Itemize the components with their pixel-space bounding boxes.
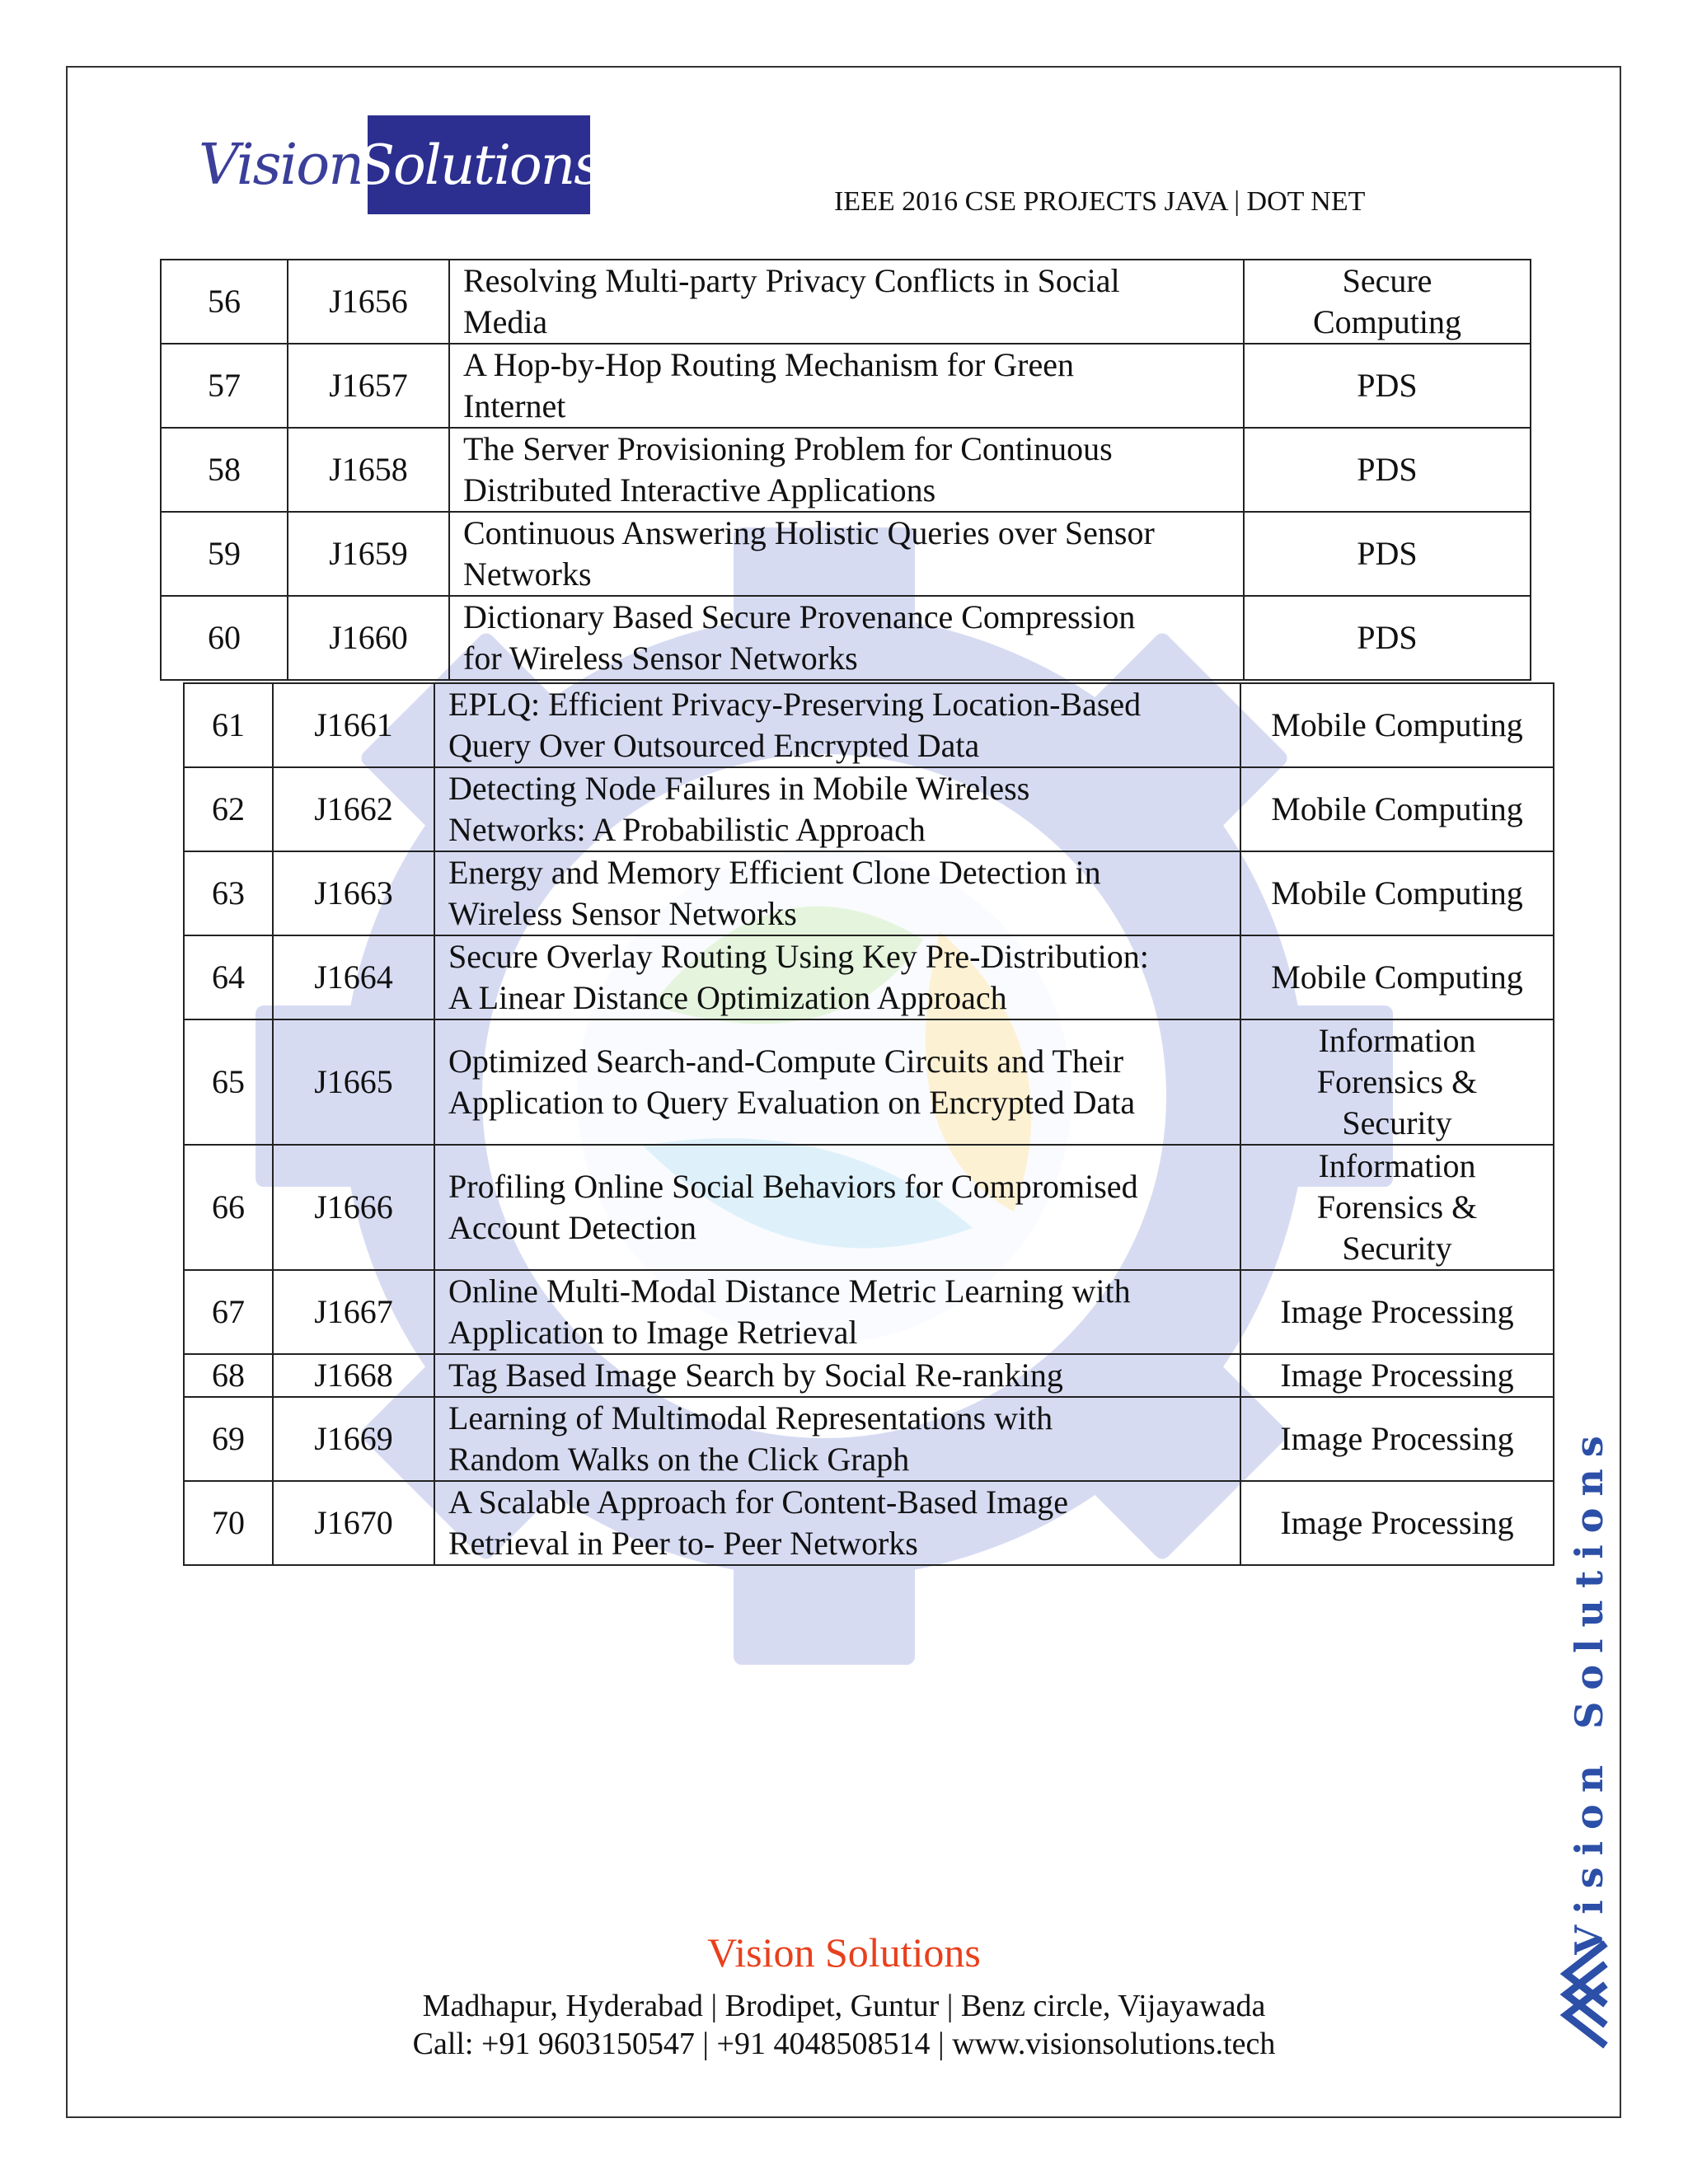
project-title-line: Optimized Search-and-Compute Circuits and Their <box>448 1043 1124 1080</box>
projects-table-b <box>183 682 1554 1566</box>
project-title <box>434 1270 1240 1354</box>
project-title-line: Learning of Multimodal Representations with <box>448 1399 1053 1436</box>
table-row <box>184 851 1554 935</box>
project-category <box>1244 260 1531 344</box>
project-title <box>434 1481 1240 1565</box>
row-number: 66 <box>184 1145 273 1270</box>
project-code: J1664 <box>273 935 434 1019</box>
footer-brand: Vision Solutions <box>707 1929 981 1975</box>
footer-address: Madhapur, Hyderabad | Brodipet, Guntur | Benz circle, Vijayawada <box>422 1989 1266 2023</box>
project-title-line: Wireless Sensor Networks <box>448 895 797 932</box>
logo-text-left: Vision <box>198 132 363 198</box>
category-line: Forensics & <box>1316 1063 1478 1100</box>
row-number: 64 <box>184 935 273 1019</box>
project-category: Mobile Computing <box>1240 851 1554 935</box>
company-logo <box>198 115 601 214</box>
category-line: Forensics & <box>1316 1188 1478 1226</box>
row-number: 65 <box>184 1019 273 1145</box>
table-row <box>161 512 1531 596</box>
project-code: J1658 <box>288 428 449 512</box>
project-category <box>1240 1019 1554 1145</box>
project-category: PDS <box>1244 344 1531 428</box>
project-code: J1659 <box>288 512 449 596</box>
project-title-line: Profiling Online Social Behaviors for Compromised <box>448 1168 1138 1205</box>
row-number: 62 <box>184 767 273 851</box>
project-category: PDS <box>1244 428 1531 512</box>
table-b-body <box>184 683 1554 1565</box>
project-category: Mobile Computing <box>1240 683 1554 767</box>
project-title-line: Energy and Memory Efficient Clone Detection in <box>448 854 1101 891</box>
table-row <box>184 1481 1554 1565</box>
project-title <box>449 596 1244 680</box>
logo-text-right: Solutions <box>368 115 590 214</box>
table-row <box>184 1270 1554 1354</box>
project-title-line: Internet <box>463 387 566 424</box>
project-title-line: Retrieval in Peer to- Peer Networks <box>448 1525 918 1562</box>
project-category: PDS <box>1244 512 1531 596</box>
project-code: J1657 <box>288 344 449 428</box>
project-title-line: Random Walks on the Click Graph <box>448 1441 910 1478</box>
category-line: Information <box>1318 1147 1476 1184</box>
row-number: 57 <box>161 344 288 428</box>
project-title-line: A Hop-by-Hop Routing Mechanism for Green <box>463 346 1074 383</box>
table-a-body <box>161 260 1531 680</box>
row-number: 58 <box>161 428 288 512</box>
project-category <box>1240 1145 1554 1270</box>
project-title-line: Query Over Outsourced Encrypted Data <box>448 727 980 764</box>
project-title <box>449 344 1244 428</box>
row-number: 68 <box>184 1354 273 1397</box>
row-number: 67 <box>184 1270 273 1354</box>
table-row <box>184 1145 1554 1270</box>
project-title-line: Online Multi-Modal Distance Metric Learning with <box>448 1272 1131 1310</box>
project-title <box>449 512 1244 596</box>
project-title <box>434 1397 1240 1481</box>
project-title <box>434 1019 1240 1145</box>
project-title-line: Dictionary Based Secure Provenance Compression <box>463 598 1136 635</box>
project-title-line: Media <box>463 303 548 340</box>
project-title <box>434 683 1240 767</box>
table-row <box>184 1354 1554 1397</box>
table-row <box>184 935 1554 1019</box>
project-title <box>434 767 1240 851</box>
table-row <box>184 1397 1554 1481</box>
project-title <box>449 260 1244 344</box>
table-row <box>161 428 1531 512</box>
project-code: J1669 <box>273 1397 434 1481</box>
row-number: 61 <box>184 683 273 767</box>
project-category: Image Processing <box>1240 1397 1554 1481</box>
row-number: 63 <box>184 851 273 935</box>
project-code: J1666 <box>273 1145 434 1270</box>
project-title-line: Application to Image Retrieval <box>448 1314 858 1351</box>
project-code: J1663 <box>273 851 434 935</box>
project-code: J1660 <box>288 596 449 680</box>
project-title-line: A Scalable Approach for Content-Based Image <box>448 1483 1068 1521</box>
row-number: 59 <box>161 512 288 596</box>
project-category: Image Processing <box>1240 1270 1554 1354</box>
project-title-line: Continuous Answering Holistic Queries over Sensor <box>463 514 1155 551</box>
project-code: J1665 <box>273 1019 434 1145</box>
table-row <box>161 596 1531 680</box>
project-code: J1661 <box>273 683 434 767</box>
category-line: Secure <box>1342 262 1432 299</box>
project-title-line: Networks: A Probabilistic Approach <box>448 811 926 848</box>
project-code: J1668 <box>273 1354 434 1397</box>
project-title: Tag Based Image Search by Social Re-ranking <box>434 1354 1240 1397</box>
project-title-line: Distributed Interactive Applications <box>463 471 936 509</box>
project-title-line: The Server Provisioning Problem for Continuous <box>463 430 1113 467</box>
row-number: 60 <box>161 596 288 680</box>
header-title: IEEE 2016 CSE PROJECTS JAVA | DOT NET <box>834 186 1366 217</box>
project-title <box>434 1145 1240 1270</box>
project-title <box>434 851 1240 935</box>
project-title <box>449 428 1244 512</box>
project-title-line: Resolving Multi-party Privacy Conflicts in Social <box>463 262 1120 299</box>
project-code: J1667 <box>273 1270 434 1354</box>
project-category: Mobile Computing <box>1240 767 1554 851</box>
project-category: PDS <box>1244 596 1531 680</box>
footer-contact: Call: +91 9603150547 | +91 4048508514 | www.visionsolutions.tech <box>412 2027 1276 2061</box>
project-code: J1670 <box>273 1481 434 1565</box>
project-category: Image Processing <box>1240 1354 1554 1397</box>
project-title-line: EPLQ: Efficient Privacy-Preserving Location-Based <box>448 686 1142 723</box>
table-row <box>184 683 1554 767</box>
project-category: Image Processing <box>1240 1481 1554 1565</box>
category-line: Security <box>1342 1104 1452 1141</box>
project-title-line: Secure Overlay Routing Using Key Pre-Distribution: <box>448 938 1149 975</box>
table-row <box>184 1019 1554 1145</box>
category-line: Security <box>1342 1230 1452 1267</box>
table-row <box>161 260 1531 344</box>
row-number: 69 <box>184 1397 273 1481</box>
project-code: J1662 <box>273 767 434 851</box>
project-title-line: Detecting Node Failures in Mobile Wireless <box>448 770 1030 807</box>
category-line: Computing <box>1312 303 1462 340</box>
projects-table-a <box>160 259 1531 681</box>
row-number: 70 <box>184 1481 273 1565</box>
row-number: 56 <box>161 260 288 344</box>
table-row <box>161 344 1531 428</box>
project-title <box>434 935 1240 1019</box>
table-row <box>184 767 1554 851</box>
project-title-line: Application to Query Evaluation on Encrypted Data <box>448 1084 1136 1121</box>
project-title-line: Networks <box>463 555 592 593</box>
project-title-line: A Linear Distance Optimization Approach <box>448 979 1007 1016</box>
side-brand-text: Vision Solutions <box>1567 1424 1611 1955</box>
project-category: Mobile Computing <box>1240 935 1554 1019</box>
category-line: Information <box>1318 1022 1476 1059</box>
project-title-line: Account Detection <box>448 1209 696 1246</box>
project-title-line: for Wireless Sensor Networks <box>463 640 858 677</box>
project-code: J1656 <box>288 260 449 344</box>
